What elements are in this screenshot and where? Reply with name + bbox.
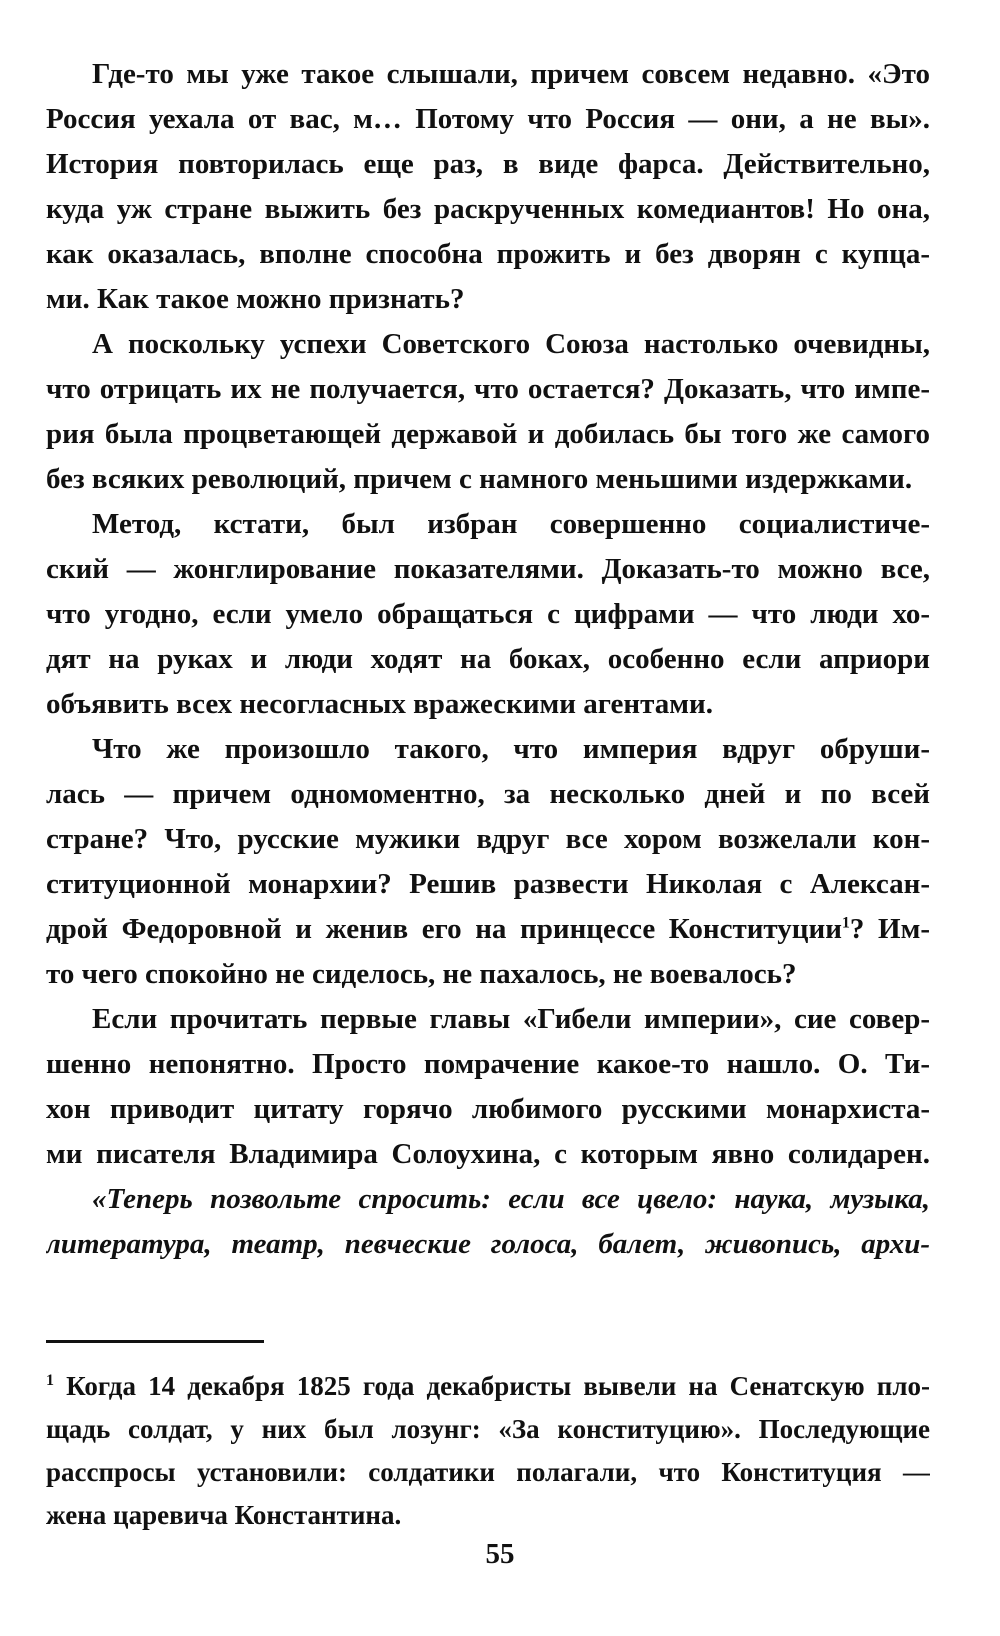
page-number: 55 [485,1538,515,1570]
footnote-line-4: жена царевича Константина. [46,1500,402,1530]
paragraph-1-line-1: Где-то мы уже такое слышали, причем совсем недавно. «Это [92,58,930,90]
paragraph-2-line-3: рия была процветающей державой и добилась бы того же самого [46,418,930,450]
footnote-divider [46,1340,264,1343]
footnote-mark: 1 [46,1372,54,1389]
footnote-reference[interactable]: 1 [841,914,850,932]
paragraph-5-line-2: шенно непонятно. Просто помрачение какое-то нашло. О. Ти- [46,1048,930,1080]
paragraph-4-line-5-text: дрой Федоровной и женив его на принцессе Конституции [46,913,842,945]
footnote-line-1 [46,1366,930,1406]
paragraph-5-line-3: хон приводит цитату горячо любимого русскими монархиста- [46,1093,930,1125]
paragraph-4-line-2: лась — причем одномоментно, за несколько дней и по всей [46,778,930,810]
paragraph-4-line-5-tail: ? Им- [849,913,930,945]
paragraph-2-line-4: без всяких революций, причем с намного меньшими издержками. [46,463,913,495]
paragraph-2-line-1: А поскольку успехи Советского Союза настолько очевидны, [92,328,930,360]
quote-line-2: литература, театр, певческие голоса, балет, живопись, архи- [46,1228,930,1260]
quote-line-1: «Теперь позвольте спросить: если все цвело: наука, музыка, [92,1183,930,1215]
paragraph-4-line-3: стране? Что, русские мужики вдруг все хором возжелали кон- [46,823,930,855]
paragraph-4-line-1: Что же произошло такого, что империя вдруг обруши- [92,733,930,765]
paragraph-1-line-5: как оказалась, вполне способна прожить и без дворян с купца- [46,238,930,270]
paragraph-3-line-4: дят на руках и люди ходят на боках, особенно если априори [46,643,930,675]
paragraph-4-line-6: то чего спокойно не сиделось, не пахалось, не воевалось? [46,958,797,990]
footnote-line-3: расспросы установили: солдатики полагали, что Конституция — [46,1457,930,1487]
paragraph-3-line-2: ский — жонглирование показателями. Доказать-то можно все, [46,553,930,585]
footnote-line-1-text: Когда 14 декабря 1825 года декабристы вывели на Сенатскую пло- [66,1371,930,1401]
paragraph-1-line-2: Россия уехала от вас, м… Потому что Россия — они, а не вы». [46,103,930,135]
paragraph-4-line-5 [46,907,930,951]
paragraph-4-line-4: ституционной монархии? Решив развести Николая с Алексан- [46,868,930,900]
paragraph-1-line-4: куда уж стране выжить без раскрученных комедиантов! Но она, [46,193,930,225]
paragraph-3-line-1: Метод, кстати, был избран совершенно социалистиче- [92,508,930,540]
paragraph-1-line-6: ми. Как такое можно признать? [46,283,465,315]
paragraph-3-line-5: объявить всех несогласных вражескими агентами. [46,688,713,720]
paragraph-5-line-4: ми писателя Владимира Солоухина, с которым явно солидарен. [46,1138,930,1170]
footnote-line-2: щадь солдат, у них был лозунг: «За конституцию». Последующие [46,1414,930,1444]
paragraph-2-line-2: что отрицать их не получается, что остается? Доказать, что импе- [46,373,930,405]
paragraph-1-line-3: История повторилась еще раз, в виде фарса. Действительно, [46,148,930,180]
paragraph-3-line-3: что угодно, если умело обращаться с цифрами — что люди хо- [46,598,930,630]
paragraph-5-line-1: Если прочитать первые главы «Гибели империи», сие совер- [92,1003,930,1035]
